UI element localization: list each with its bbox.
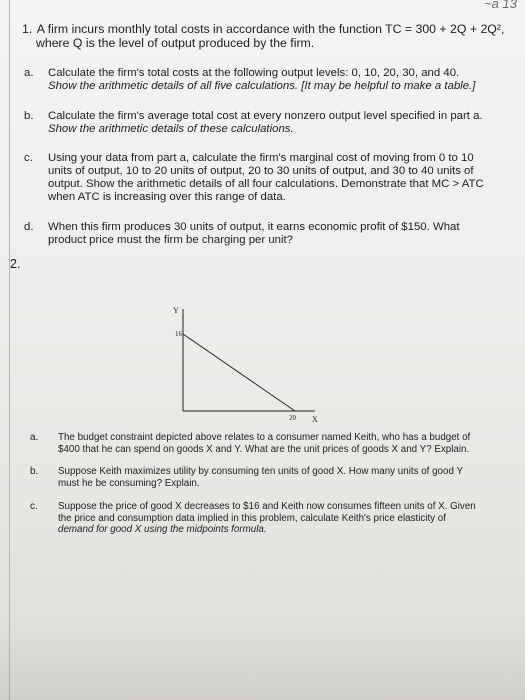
question-1-header [22,22,517,50]
question-1 [22,22,517,50]
q1-part-b-line-2: Show the arithmetic details of these calculations. [48,123,294,135]
q2-part-c-line-2: the price and consumption data implied in this problem, calculate Keith's price elasticity of [58,512,446,524]
q1-part-d-line-1: When this firm produces 30 units of output, it earns economic profit of $150. What [48,221,460,233]
question-2-number: 2. [10,257,21,271]
q2-part-c-label: c. [30,501,38,512]
q2-part-c-line-3: demand for good X using the midpoints formula. [58,524,267,535]
q1-part-a-line-1: Calculate the firm's total costs at the following output levels: 0, 10, 20, 30, and 40. [48,67,460,79]
corner-handwriting: ~a 13 [484,0,517,11]
question-1-line-1: A firm incurs monthly total costs in accordance with the function TC = 300 + 2Q + 2Q², [36,22,505,36]
y-axis-label: Y [173,306,179,315]
question-1-line-2: where Q is the level of output produced by the firm. [36,36,315,50]
page-shadow [0,620,525,700]
q1-part-a-line-2: Show the arithmetic details of all five calculations. [It may be helpful to make a table.] [48,80,476,92]
q1-part-a-label: a. [24,67,34,79]
q2-part-a-line-1: The budget constraint depicted above relates to a consumer named Keith, who has a budget of [58,432,471,443]
q2-part-c-line-1: Suppose the price of good X decreases to $16 and Keith now consumes fifteen units of X. Given [58,501,476,512]
q1-part-c-line-3: output. Show the arithmetic details of all four calculations. Demonstrate that MC > ATC [48,178,484,190]
q1-part-c-line-1: Using your data from part a, calculate the firm's marginal cost of moving from 0 to 10 [48,152,474,164]
x-axis-label: X [312,415,318,424]
y-intercept-label: 16 [175,330,182,338]
q2-part-b-line-1: Suppose Keith maximizes utility by consuming ten units of good X. How many units of good Y [58,466,463,477]
q1-part-c-label: c. [24,152,33,164]
budget-line [183,334,295,411]
question-1-number: 1. [22,22,33,36]
q1-part-d-line-2: product price must the firm be charging per unit? [48,234,294,246]
q1-part-b-line-1: Calculate the firm's average total cost at every nonzero output level specified in part a. [48,110,483,122]
q1-part-c-line-4: when ATC is increasing over this range of data. [48,191,286,203]
q1-part-b-label: b. [24,110,34,122]
q2-part-a-label: a. [30,432,39,443]
x-intercept-label: 20 [289,414,296,422]
margin-line [9,0,10,700]
q2-part-b-line-2: must he be consuming? Explain. [58,477,200,489]
q1-part-d-label: d. [24,221,34,233]
q2-part-a-line-2: $400 that he can spend on goods X and Y. What are the unit prices of goods X and Y? Explain. [58,443,470,455]
q2-part-b-label: b. [30,466,39,477]
q1-part-c-line-2: units of output, 10 to 20 units of output, 20 to 30 units of output, and 30 to 40 units of [48,165,474,177]
